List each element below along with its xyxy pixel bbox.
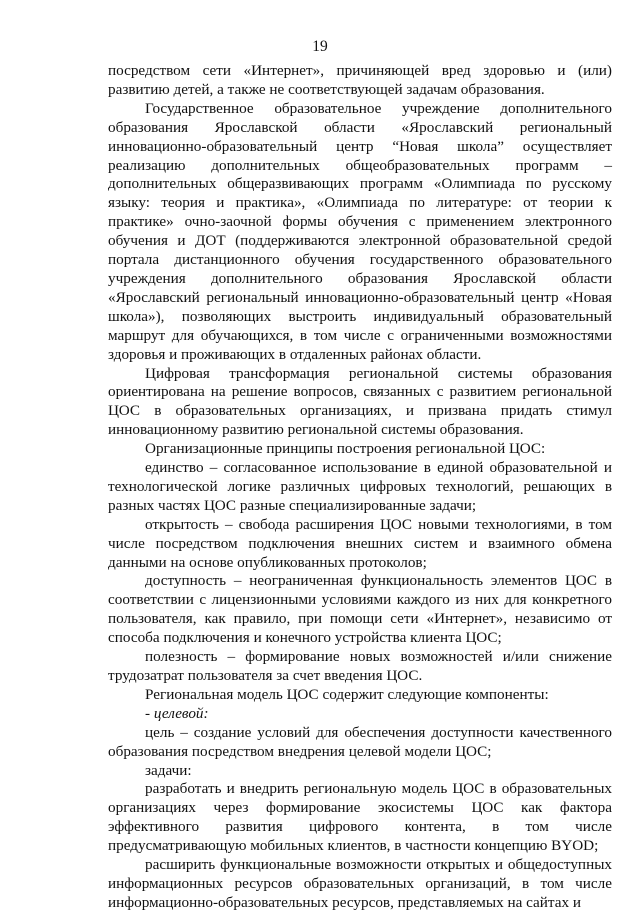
paragraph-13: разработать и внедрить региональную модель ЦОС в образовательных организациях через формирование экосистемы ЦОС как фактора эффективного развития цифрового контента, в том числе предусматривающую мобильных клиентов, в частности концепцию BYOD; xyxy=(108,780,612,855)
paragraph-12: задачи: xyxy=(145,761,192,779)
paragraph-2: Государственное образовательное учреждение дополнительного образования Ярославской области «Ярославский региональный инновационно-образовательный центр “Новая школа” осуществляет реализацию дополнительных общеобразовательных программ – дополнительных общеразвивающих программ «Олимпиада по русскому языку: теория и практика», «Олимпиада по литературе: от теории к практике» очно-заочной формы обучения с применением электронного обучения и ДОТ (поддерживаются электронной образовательной средой портала дистанционного обучения государственного образовательного учреждения дополнительного образования Ярославской области «Ярославский региональный инновационно-образовательный центр «Новая школа»), позволяющих выстроить индивидуальный образовательный маршрут для обучающихся, в том числе с ограниченными возможностями здоровья и проживающих в отдаленных районах области. xyxy=(108,99,612,363)
paragraph-3: Цифровая трансформация региональной системы образования ориентирована на решение вопросов, связанных с развитием региональной ЦОС в образовательных организациях, и призвана придать стимул инновационному развитию региональной системы образования. xyxy=(108,364,612,439)
body-text xyxy=(108,62,612,913)
paragraph-5: единство – согласованное использование в единой образовательной и технологической логике различных цифровых технологий, решающих в разных частях ЦОС разные специализированные задачи; xyxy=(108,459,612,514)
page-number: 19 xyxy=(312,38,328,55)
paragraph-1: посредством сети «Интернет», причиняющей вред здоровью и (или) развитию детей, а также не соответствующей задачам образования. xyxy=(108,62,612,98)
paragraph-9: Региональная модель ЦОС содержит следующие компоненты: xyxy=(145,685,549,703)
paragraph-7: доступность – неограниченная функциональность элементов ЦОС в соответствии с лицензионными условиями каждого из них для конкретного пользователя, как правило, при помощи сети «Интернет», независимо от способа подключения и конечного устройства клиента ЦОС; xyxy=(108,572,612,647)
paragraph-4: Организационные принципы построения региональной ЦОС: xyxy=(145,440,546,458)
paragraph-10: - целевой: xyxy=(145,704,209,722)
paragraph-6: открытость – свобода расширения ЦОС новыми технологиями, в том числе посредством подключения внешних систем и взаимного обмена данными на основе опубликованных протоколов; xyxy=(108,515,612,571)
paragraph-8: полезность – формирование новых возможностей и/или снижение трудозатрат пользователя за счет введения ЦОС. xyxy=(108,648,612,684)
paragraph-11: цель – создание условий для обеспечения доступности качественного образования посредством внедрения целевой модели ЦОС; xyxy=(108,723,612,760)
paragraph-14: расширить функциональные возможности открытых и общедоступных информационных ресурсов образовательных организаций, в том числе информационно-образовательных ресурсов, представляемых на сайтах и xyxy=(108,856,612,911)
